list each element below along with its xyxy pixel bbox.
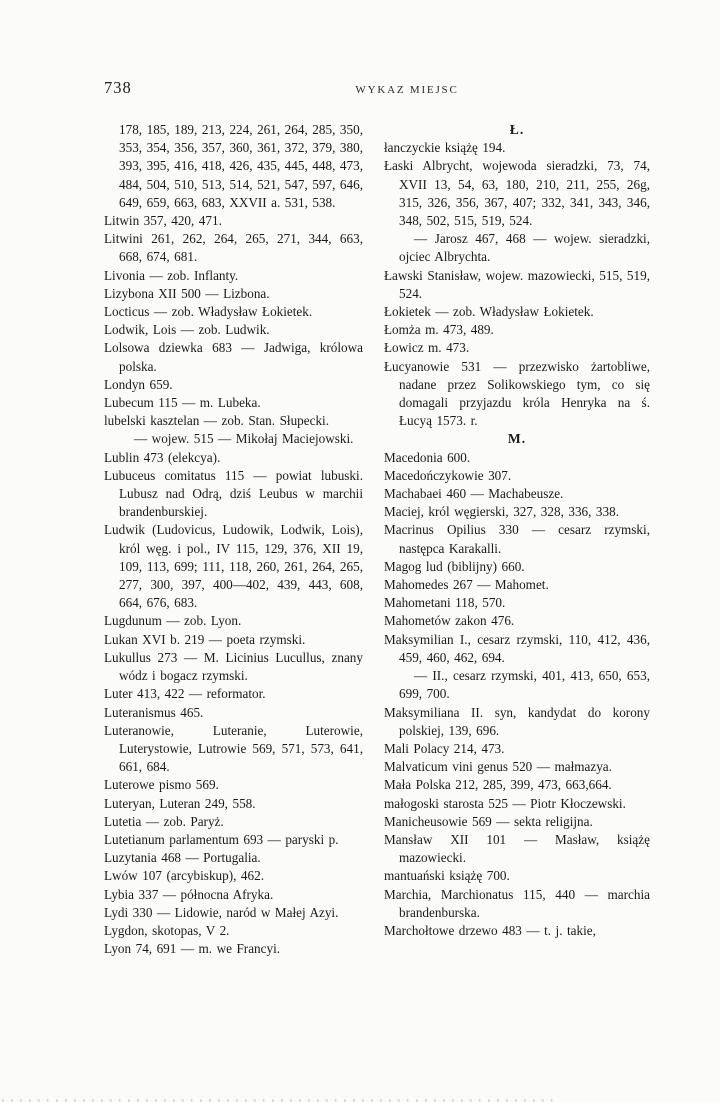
index-entry: Marchia, Marchionatus 115, 440 — marchia brandenburska. — [384, 886, 650, 920]
running-title: WYKAZ MIEJSC — [355, 84, 459, 96]
index-entry: Manicheusowie 569 — sekta religijna. — [384, 813, 593, 829]
index-entry: Magog lud (biblijny) 660. — [384, 558, 525, 574]
index-entry: Łucyanowie 531 — przezwisko żartobliwe, nadane przez Solikowskiego tym, co się domagali przyjazdu króla Henryka na ś. Łucyą 1573. r. — [384, 358, 650, 429]
index-entry: Luterowe pismo 569. — [104, 777, 219, 793]
index-entry: Maksymilian I., cesarz rzymski, 110, 412, 436, 459, 460, 462, 694. — [384, 631, 650, 665]
index-entry: Locticus — zob. Władysław Łokietek. — [104, 304, 313, 320]
index-entry: Livonia — zob. Inflanty. — [104, 267, 239, 283]
index-entry: Mahometani 118, 570. — [384, 595, 506, 611]
index-entry: Łomża m. 473, 489. — [384, 322, 494, 338]
index-entry: Mała Polska 212, 285, 399, 473, 663,664. — [384, 777, 612, 793]
index-entry: Machabaei 460 — Machabeusze. — [384, 486, 564, 502]
index-entry: Lugdunum — zob. Lyon. — [104, 613, 242, 629]
index-entry: Łaski Albrycht, wojewoda sieradzki, 73, 74, XVII 13, 54, 63, 180, 210, 211, 255, 26g, 315, 326, 356, 367, 407; 332, 341, 343, 346, 348, 502, 515, 519, 524. — [384, 158, 650, 229]
index-entry: Lolsowa dziewka 683 — Jadwiga, królowa polska. — [104, 340, 363, 374]
index-entry: Łokietek — zob. Władysław Łokietek. — [384, 304, 594, 320]
left-column — [104, 121, 363, 958]
index-entry: Mansław XII 101 — Masław, książę mazowiecki. — [384, 831, 650, 866]
index-entry: Lubuceus comitatus 115 — powiat lubuski. Lubusz nad Odrą, dziś Leubus w marchii brandenburskiej. — [104, 467, 363, 520]
index-entry: Macrinus Opilius 330 — cesarz rzymski, następca Karakalli. — [384, 522, 650, 556]
index-entry: Litwini 261, 262, 264, 265, 271, 344, 663, 668, 674, 681. — [104, 231, 363, 265]
index-entry: Macedończykowie 307. — [384, 467, 512, 483]
index-entry: Łowicz m. 473. — [384, 340, 470, 356]
index-entry: Londyn 659. — [104, 376, 173, 392]
index-entry: Lwów 107 (arcybiskup), 462. — [104, 868, 264, 884]
index-entry: Ławski Stanisław, wojew. mazowiecki, 515, 519, 524. — [384, 267, 650, 301]
index-entry: Lublin 473 (elekcya). — [104, 449, 221, 465]
index-entry: — wojew. 515 — Mikołaj Maciejowski. — [134, 431, 354, 447]
index-entry: Lodwik, Lois — zob. Ludwik. — [104, 322, 270, 338]
index-entry: Luteryan, Luteran 249, 558. — [104, 795, 256, 811]
index-entry: Luzytania 468 — Portugalia. — [104, 850, 261, 866]
index-entry: Lyon 74, 691 — m. we Francyi. — [104, 941, 281, 957]
index-entry: Maciej, król węgierski, 327, 328, 336, 338. — [384, 504, 620, 520]
index-entry: Lukullus 273 — M. Licinius Lucullus, znany wódz i bogacz rzymski. — [104, 649, 363, 684]
section-heading: M. — [507, 431, 527, 447]
index-entry: Lydi 330 — Lidowie, naród w Małej Azyi. — [104, 904, 339, 920]
index-entry: Litwin 357, 420, 471. — [104, 213, 222, 229]
index-entry: małogoski starosta 525 — Piotr Kłoczewski. — [384, 795, 626, 811]
index-entry: Mali Polacy 214, 473. — [384, 740, 505, 756]
index-entry: Lutetia — zob. Paryż. — [104, 813, 224, 829]
page-header — [0, 78, 720, 100]
index-entry: — II., cesarz rzymski, 401, 413, 650, 653, 699, 700. — [399, 668, 650, 702]
index-entry: Mahometów zakon 476. — [384, 613, 515, 629]
index-entry: Macedonia 600. — [384, 449, 471, 465]
index-entry: Lukan XVI b. 219 — poeta rzymski. — [104, 631, 306, 647]
index-entry: Lybia 337 — północna Afryka. — [104, 886, 274, 902]
index-entry: Malvaticum vini genus 520 — małmazya. — [384, 759, 612, 775]
index-entry: Lygdon, skotopas, V 2. — [104, 922, 230, 938]
index-entry: Luteranismus 465. — [104, 704, 204, 720]
index-entry: — Jarosz 467, 468 — wojew. sieradzki, ojciec Albrychta. — [399, 231, 650, 265]
index-entry: Marchołtowe drzewo 483 — t. j. takie, — [384, 922, 596, 938]
right-column — [384, 121, 650, 940]
index-entry: mantuański książę 700. — [384, 868, 510, 884]
section-heading: Ł. — [509, 122, 525, 137]
index-entry: 178, 185, 189, 213, 224, 261, 264, 285, 350, 353, 354, 356, 357, 360, 361, 372, 379, 380, 393, 395, 416, 418, 426, 435, 445, 448, 473, 484, 504, 510, 513, 514, 521, 547, 597, 646, 649, 659, 663, 683, XXVII a. 531, 538. — [119, 122, 363, 210]
index-entry: Luter 413, 422 — reformator. — [104, 686, 266, 702]
index-entry: Lizybona XII 500 — Lizbona. — [104, 285, 270, 301]
index-entry: lubelski kasztelan — zob. Stan. Słupecki. — [104, 413, 330, 429]
index-entry: Mahomedes 267 — Mahomet. — [384, 577, 549, 593]
index-entry: Lubecum 115 — m. Lubeka. — [104, 395, 261, 411]
index-entry: łanczyckie książę 194. — [384, 140, 506, 156]
page-number: 738 — [104, 78, 132, 97]
index-entry: Luteranowie, Luteranie, Luterowie, Luterystowie, Lutrowie 569, 571, 573, 641, 661, 684. — [104, 722, 363, 775]
index-entry: Ludwik (Ludovicus, Ludowik, Lodwik, Lois), król węg. i pol., IV 115, 129, 376, XII 19, 109, 113, 699; 111, 118, 260, 261, 264, 265, 277, 300, 397, 400—402, 439, 443, 608, 664, 676, 683. — [104, 522, 363, 611]
index-entry: Lutetianum parlamentum 693 — paryski p. — [104, 831, 339, 847]
index-entry: Maksymiliana II. syn, kandydat do korony polskiej, 139, 696. — [384, 704, 650, 738]
index-columns — [104, 121, 650, 958]
